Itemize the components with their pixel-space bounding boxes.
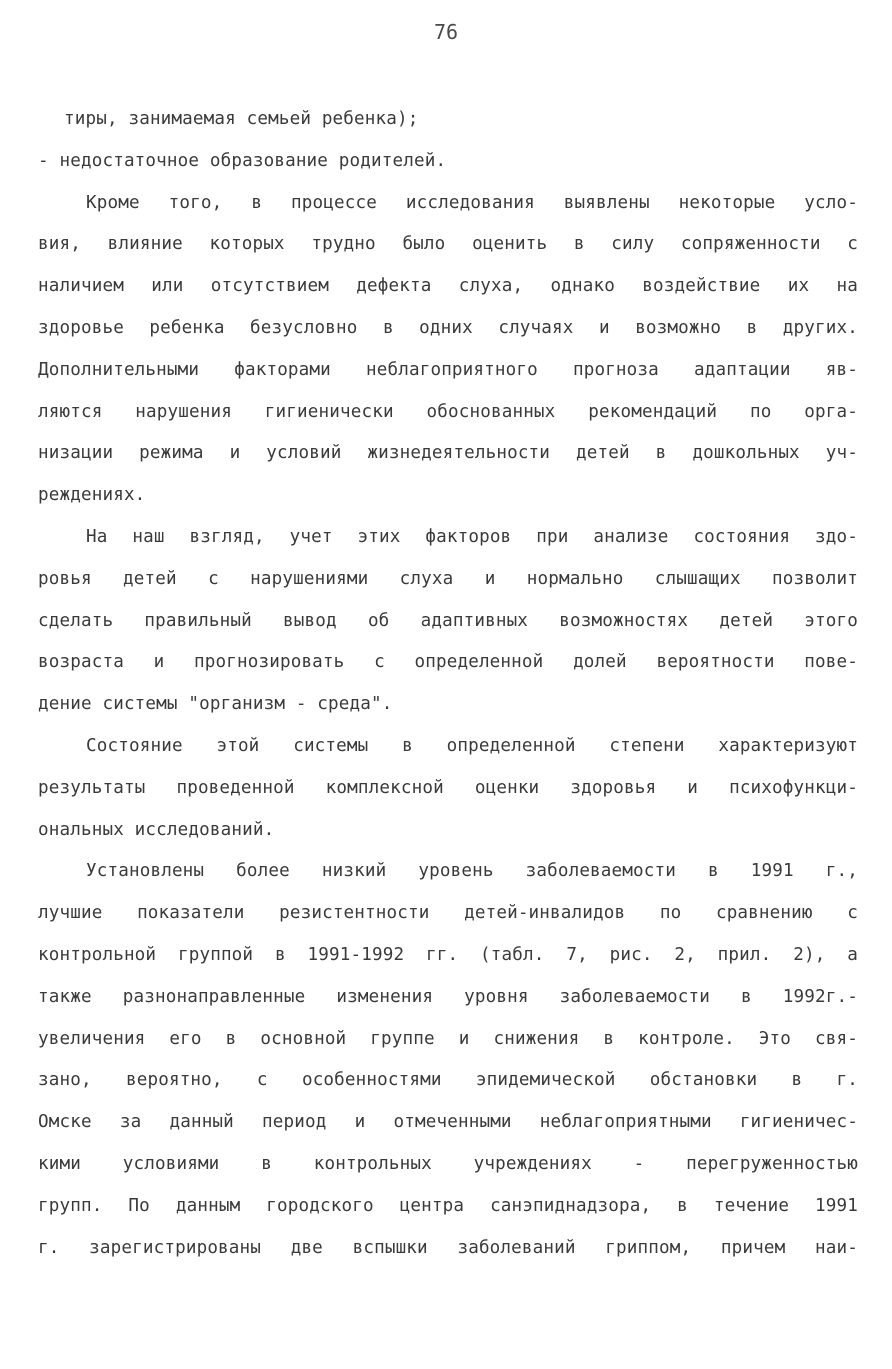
text-line-5: наличием или отсутствием дефекта слуха, однако воздействие их на xyxy=(38,276,858,296)
text-line-24: зано, вероятно, с особенностями эпидемической обстановки в г. xyxy=(38,1070,858,1090)
text-line-6: здоровье ребенка безусловно в одних случаях и возможно в других. xyxy=(38,318,858,338)
text-line-9: низации режима и условий жизнедеятельности детей в дошкольных уч- xyxy=(38,443,858,463)
text-line-3: Кроме того, в процессе исследования выявлены некоторые усло- xyxy=(86,193,858,213)
text-line-17: результаты проведенной комплексной оценки здоровья и психофункци- xyxy=(38,778,858,798)
text-line-25: Омске за данный период и отмеченными неблагоприятными гигиеничес- xyxy=(38,1112,858,1132)
text-line-28: г. зарегистрированы две вспышки заболеваний гриппом, причем наи- xyxy=(38,1238,858,1258)
text-line-16: Состояние этой системы в определенной степени характеризуют xyxy=(86,736,858,756)
page-number: 76 xyxy=(433,20,459,44)
text-line-4: вия, влияние которых трудно было оценить в силу сопряженности с xyxy=(38,234,858,254)
text-line-22: также разнонаправленные изменения уровня заболеваемости в 1992г.- xyxy=(38,987,858,1007)
text-line-8: ляются нарушения гигиенически обоснованных рекомендаций по орга- xyxy=(38,402,858,422)
text-line-21: контрольной группой в 1991-1992 гг. (табл. 7, рис. 2, прил. 2), а xyxy=(38,945,858,965)
text-line-1: тиры, занимаемая семьей ребенка); xyxy=(64,109,419,129)
text-line-23: увеличения его в основной группе и снижения в контроле. Это свя- xyxy=(38,1029,858,1049)
text-line-19: Установлены более низкий уровень заболеваемости в 1991 г., xyxy=(86,861,858,881)
text-line-2: - недостаточное образование родителей. xyxy=(38,151,447,171)
text-line-15: дение системы "организм - среда". xyxy=(38,694,393,714)
text-line-14: возраста и прогнозировать с определенной долей вероятности пове- xyxy=(38,652,858,672)
text-line-27: групп. По данным городского центра санэпиднадзора, в течение 1991 xyxy=(38,1196,858,1216)
text-line-26: кими условиями в контрольных учреждениях - перегруженностью xyxy=(38,1154,858,1174)
text-line-11: На наш взгляд, учет этих факторов при анализе состояния здо- xyxy=(86,527,858,547)
text-line-10: реждениях. xyxy=(38,485,146,505)
text-line-18: ональных исследований. xyxy=(38,820,275,840)
text-line-20: лучшие показатели резистентности детей-инвалидов по сравнению с xyxy=(38,903,858,923)
text-line-12: ровья детей с нарушениями слуха и нормально слышащих позволит xyxy=(38,569,858,589)
text-line-13: сделать правильный вывод об адаптивных возможностях детей этого xyxy=(38,611,858,631)
text-line-7: Дополнительными факторами неблагоприятного прогноза адаптации яв- xyxy=(38,360,858,380)
